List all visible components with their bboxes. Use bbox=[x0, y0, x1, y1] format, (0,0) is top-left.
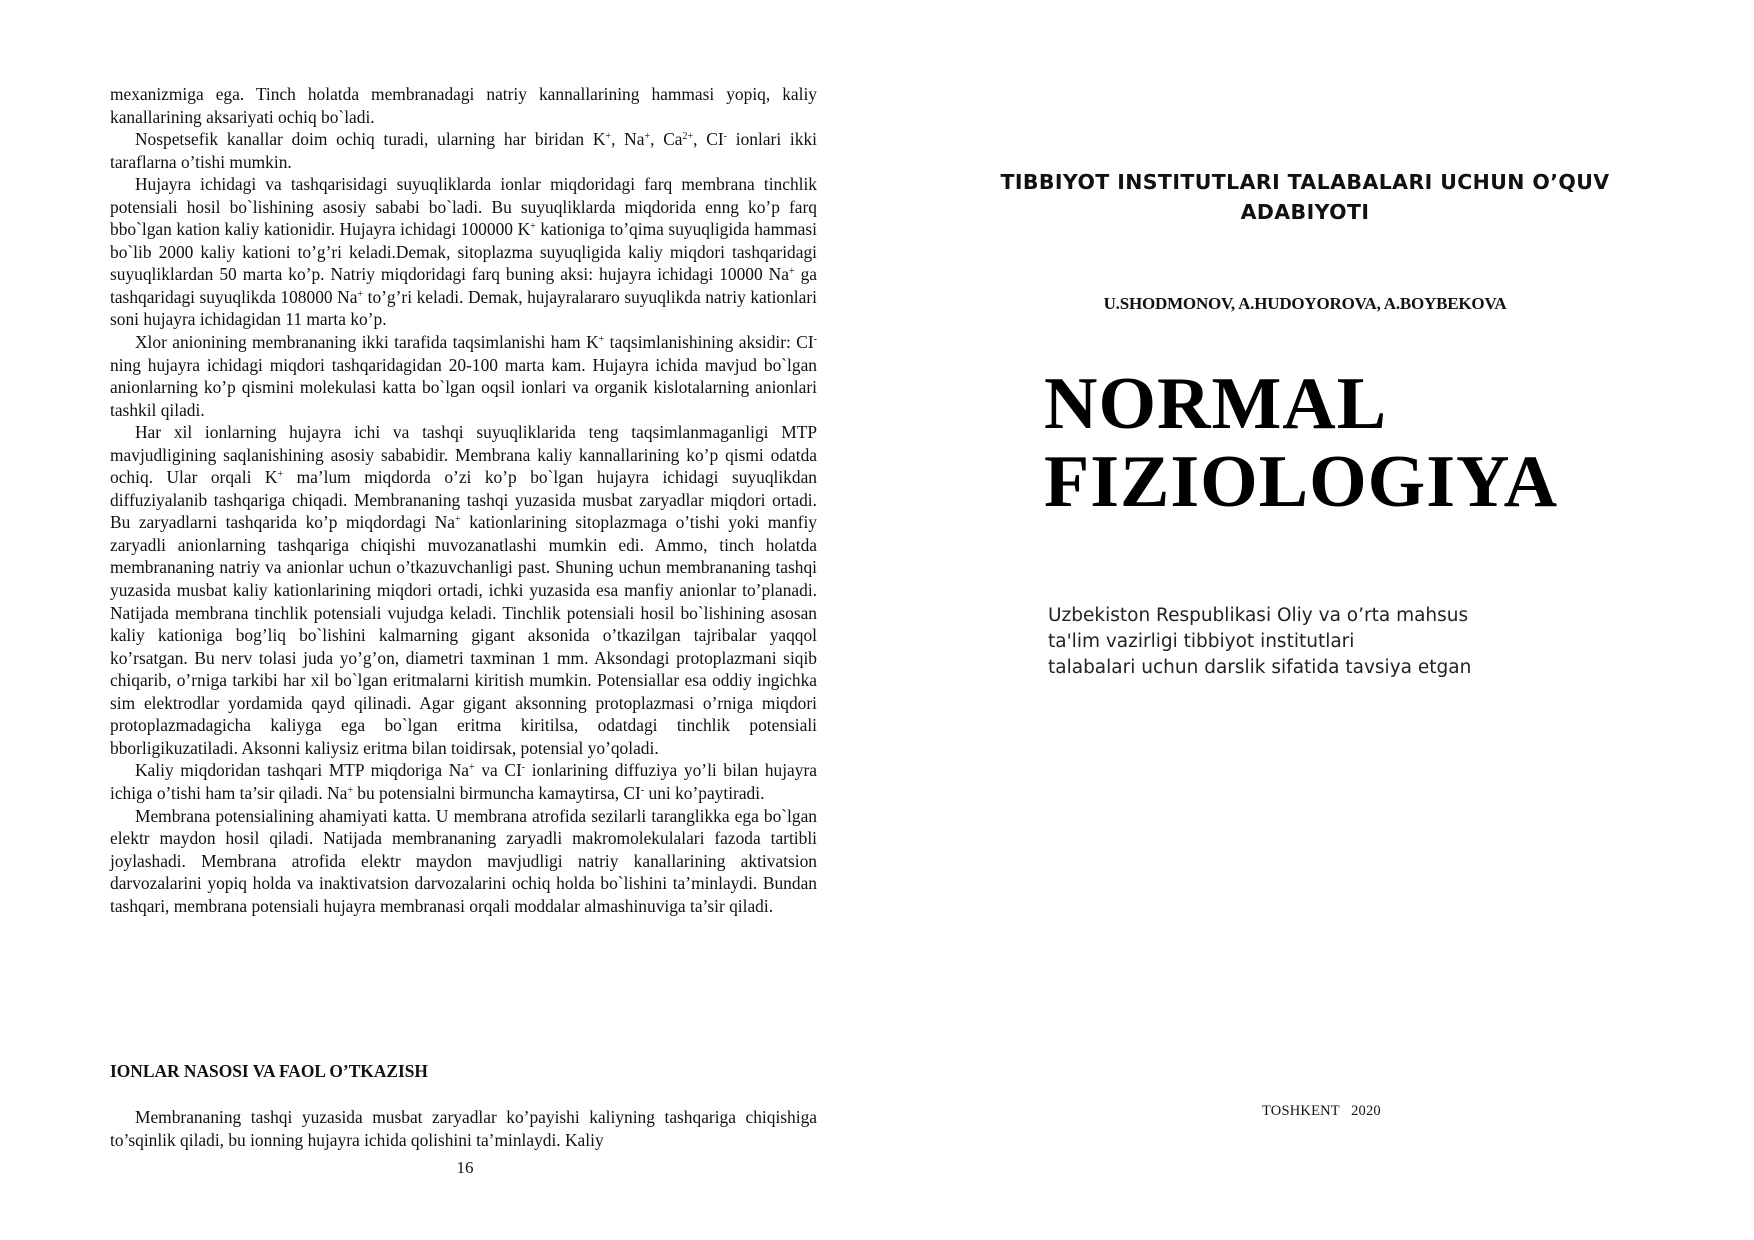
paragraph: Kaliy miqdoridan tashqari MTP miqdoriga Na+ va CI- ionlarining diffuziya yo’li bilan hujayra ichiga o’tishi ham ta’sir qiladi. Na+ bu potensialni birmuncha kamaytirsa, CI- uni ko’paytiradi. bbox=[110, 760, 817, 803]
superscript: + bbox=[347, 784, 353, 796]
paragraph: Membrananing tashqi yuzasida musbat zaryadlar ko’payishi kaliyning tashqariga chiqishiga to’sqinlik qiladi, bu ionning hujayra ichida qolishini ta’minlaydi. Kaliy bbox=[110, 1107, 817, 1150]
series-title bbox=[930, 167, 1680, 227]
imprint: TOSHKENT 2020 bbox=[1262, 1103, 1381, 1119]
body-text-continuation bbox=[110, 1106, 817, 1151]
paragraph: Xlor anionining membrananing ikki tarafida taqsimlanishi ham K+ taqsimlanishining aksidir: CI- ning hujayra ichidagi miqdori tashqaridagidan 20-100 marta kam. Hujayra ichida mavjud bo`lgan anionlarning ko’p qismini molekulasi katta bo`lgan oqsil ionlari va organik kislotalarning anionlari tashkil qiladi. bbox=[110, 332, 818, 420]
superscript: - bbox=[521, 762, 526, 774]
paragraph: Har xil ionlarning hujayra ichi va tashqi suyuqliklarida teng taqsimlanmaganligi MTP mavjudligining saqlanishining asosiy sababidir. Membrana kaliy kannallarining ko’p qismi odatda ochiq. Ular orqali K+ ma’lum miqdorda o’zi ko’p bo`lgan hujayra ichidagi suyuqlikdan diffuziyalanib tashqariga chiqadi. Membrananing tashqi yuzasida musbat zaryadlar miqdori ortadi. Bu zaryadlarni tashqarida ko’p miqdordagi Na+ kationlarining sitoplazmaga o’tishi yoki manfiy zaryadli anionlarning tashqariga chiqishi muvozanatlashi mumkin edi. Ammo, tinch holatda membrananing natriy va anionlar uchun o’tkazuvchanligi past. Shuning uchun membrananing tashqi yuzasida musbat kaliy kationlarining miqdori ortadi, ichki yuzasida esa manfiy anionlar to’planadi. Natijada membrana tinchlik potensiali vujudga keladi. Tinchlik potensiali hosil bo`lishining asosan kaliy kationiga bog’liq bo`lishini kalmarning gigant aksonida o’tkazilgan tajribalar yaqqol ko’rsatgan. Bu nerv tolasi juda yo’g’on, diametri taxminan 1 mm. Aksondagi protoplazmani siqib chiqarib, o’rniga tarkibi har xil bo`lgan eritmalarni kiritish mumkin. Potensiallar esa oddiy ingichka sim elektrodlar yordamida qayd qilinadi. Agar gigant aksonning protoplazmasi o’rniga miqdori protoplazmadagicha kaliyga ega bo`lgan eritma kiritilsa, odatdagi tinchlik potensiali bborligikuzatiladi. Aksonni kaliysiz eritma bilan toidirsak, potensial yo’qoladi. bbox=[110, 422, 817, 758]
section-heading: IONLAR NASOSI VA FAOL O’TKAZISH bbox=[110, 1061, 428, 1081]
superscript: - bbox=[723, 131, 728, 143]
approval-line-2: ta'lim vazirligi tibbiyot institutlari bbox=[1048, 631, 1355, 652]
book-title-line-1: NORMAL bbox=[1044, 363, 1388, 445]
superscript: + bbox=[605, 131, 612, 143]
book-title-line-2: FIZIOLOGIYA bbox=[1044, 441, 1559, 523]
book-title bbox=[1044, 365, 1558, 521]
superscript: + bbox=[277, 469, 284, 481]
paragraph: Hujayra ichidagi va tashqarisidagi suyuqliklarda ionlar miqdoridagi farq membrana tinchlik potensiali hosil bo`lishining asosiy sababi bo`ladi. Bu suyuqliklarda miqdorida enng ko’p farq bbo`lgan kation kaliy kationidir. Hujayra ichidagi 100000 K+ kationiga to’qima suyuqligida hammasi bo`lib 2000 kaliy kationi to’g’ri keladi.Demak, sitoplazma suyuqligida kaliy miqdori tashqaridagi suyuqliklardan 50 marta ko’p. Natriy miqdoridagi farq buning aksi: hujayra ichidagi 10000 Na+ ga tashqaridagi suyuqlikda 108000 Na+ to’g’ri keladi. Demak, hujayralararo suyuqlikda natriy kationlari soni hujayra ichidagidan 11 marta ko’p. bbox=[110, 174, 817, 330]
superscript: + bbox=[530, 221, 536, 233]
superscript: + bbox=[598, 334, 605, 346]
superscript: + bbox=[469, 762, 475, 774]
superscript: - bbox=[813, 334, 818, 346]
page-number: 16 bbox=[456, 1158, 474, 1177]
superscript: + bbox=[644, 131, 651, 143]
superscript: - bbox=[640, 784, 645, 796]
superscript: 2+ bbox=[682, 131, 694, 143]
body-text-column bbox=[110, 83, 817, 917]
paragraph: Nospetsefik kanallar doim ochiq turadi, ularning har biridan K+, Na+, $Ca^{2+}$, CI- ionlari ikki taraflarna o’tishi mumkin. bbox=[110, 129, 817, 172]
approval-line-1: Uzbekiston Respublikasi Oliy va o’rta mahsus bbox=[1048, 605, 1469, 626]
superscript: + bbox=[788, 266, 795, 278]
paragraph: mexanizmiga ega. Tinch holatda membranadagi natriy kannallarining hammasi yopiq, kaliy kanallarining aksariyati ochiq bo`ladi. bbox=[110, 84, 817, 127]
series-title-line-2: ADABIYOTI bbox=[1240, 200, 1370, 224]
authors: U.SHODMONOV, A.HUDOYOROVA, A.BOYBEKOVA bbox=[1103, 294, 1507, 313]
superscript: + bbox=[357, 288, 364, 300]
approval-note bbox=[1048, 603, 1471, 681]
superscript: + bbox=[455, 514, 461, 526]
approval-line-3: talabalari uchun darslik sifatida tavsiya etgan bbox=[1048, 657, 1472, 678]
paragraph: Membrana potensialining ahamiyati katta. U membrana atrofida sezilarli taranglikka ega bo`lgan elektr maydon hosil qiladi. Natijada membrananing zaryadli makromolekulalari fazoda tartibli joylashadi. Membrana atrofida elektr maydon mavjudligi natriy kanallarining aktivatsion darvozalarini yopiq holda va inaktivatsion darvozalarini ochiq holda bo`lishini ta’minlaydi. Bundan tashqari, membrana potensiali hujayra membranasi orqali moddalar almashinuviga ta’sir qiladi. bbox=[110, 805, 817, 916]
series-title-line-1: TIBBIYOT INSTITUTLARI TALABALARI UCHUN O’QUV bbox=[1000, 170, 1610, 194]
